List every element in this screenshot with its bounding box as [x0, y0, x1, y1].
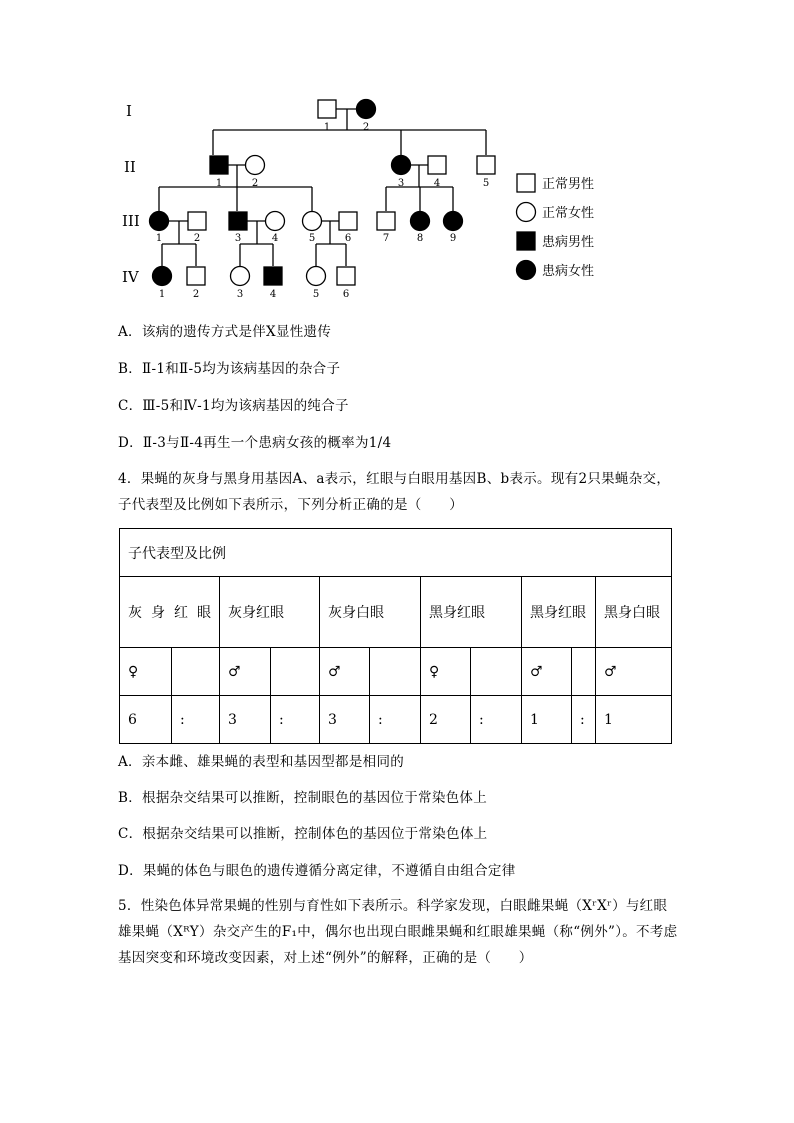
legend-affected-female-symbol	[517, 261, 536, 280]
individual-number: 6	[342, 289, 350, 300]
individual-number: 5	[308, 233, 316, 244]
table-header-cell: 灰身红眼	[220, 577, 320, 648]
sex-cell: ♂	[596, 648, 672, 696]
table-cell	[271, 648, 320, 696]
table-header-cell: 黑身红眼	[421, 577, 522, 648]
q3-option-b: B．Ⅱ-1和Ⅱ-5均为该病基因的杂合子	[118, 361, 341, 377]
individual-number: 3	[397, 178, 405, 189]
individual-number: 2	[192, 289, 200, 300]
individual-number: 2	[251, 178, 259, 189]
legend-affected-male-symbol	[517, 232, 535, 250]
normal-female-symbol	[231, 267, 250, 286]
table-header-cell: 黑身红眼	[522, 577, 596, 648]
normal-male-symbol	[188, 212, 206, 230]
generation-label: I	[126, 102, 132, 120]
ratio-cell: :	[572, 696, 596, 744]
normal-female-symbol	[266, 212, 285, 231]
offspring-phenotype-table	[119, 528, 672, 744]
individual-number: 4	[269, 289, 277, 300]
affected-male-symbol	[229, 212, 247, 230]
table-cell	[572, 648, 596, 696]
individual-number: 2	[362, 122, 370, 133]
ratio-cell: 2	[421, 696, 471, 744]
sex-cell: ♂	[320, 648, 370, 696]
normal-male-symbol	[377, 212, 395, 230]
individual-number: 6	[344, 233, 352, 244]
normal-male-symbol	[318, 100, 336, 118]
normal-male-symbol	[339, 212, 357, 230]
legend-normal-male-symbol	[517, 174, 535, 192]
ratio-cell: 6	[120, 696, 172, 744]
generation-label: IV	[122, 268, 139, 286]
individual-number: 5	[312, 289, 320, 300]
individual-number: 3	[236, 289, 244, 300]
q5-stem: 5．性染色体异常果蝇的性别与育性如下表所示。科学家发现，白眼雌果蝇（XʳXʳ）与红眼雄果蝇（XᴿY）杂交产生的F₁中，偶尔也出现白眼雌果蝇和红眼雄果蝇（称“例外”）。不考虑基因突变和环境改变因素，对上述“例外”的解释，正确的是（ ）	[118, 898, 678, 966]
individual-number: 1	[158, 289, 166, 300]
affected-female-symbol	[357, 100, 376, 119]
sex-cell: ♀	[120, 648, 172, 696]
table-header-cell: 灰身白眼	[320, 577, 421, 648]
table-header-cell: 灰身红眼	[120, 577, 220, 648]
legend-label: 正常女性	[542, 206, 595, 221]
affected-female-symbol	[444, 212, 463, 231]
individual-number: 9	[449, 233, 457, 244]
table-cell	[172, 648, 220, 696]
q4-option-c: C．根据杂交结果可以推断，控制体色的基因位于常染色体上	[118, 826, 488, 842]
sex-cell: ♂	[522, 648, 572, 696]
table-header-cell: 黑身白眼	[596, 577, 672, 648]
affected-female-symbol	[150, 212, 169, 231]
ratio-cell: 3	[220, 696, 271, 744]
q3-option-a: A．该病的遗传方式是伴X显性遗传	[118, 324, 332, 340]
legend-label: 患病女性	[542, 264, 595, 279]
generation-label: II	[124, 158, 136, 176]
ratio-cell: 1	[596, 696, 672, 744]
individual-number: 4	[271, 233, 279, 244]
affected-male-symbol	[210, 156, 228, 174]
individual-number: 1	[323, 122, 331, 133]
individual-number: 3	[234, 233, 242, 244]
normal-female-symbol	[246, 156, 265, 175]
ratio-cell: :	[271, 696, 320, 744]
ratio-cell: 3	[320, 696, 370, 744]
individual-number: 1	[155, 233, 163, 244]
normal-male-symbol	[337, 267, 355, 285]
ratio-cell: 1	[522, 696, 572, 744]
normal-male-symbol	[477, 156, 495, 174]
q3-option-c: C．Ⅲ-5和Ⅳ-1均为该病基因的纯合子	[118, 398, 349, 414]
affected-female-symbol	[411, 212, 430, 231]
table-cell	[370, 648, 421, 696]
normal-male-symbol	[428, 156, 446, 174]
q4-option-d: D．果蝇的体色与眼色的遗传遵循分离定律，不遵循自由组合定律	[118, 863, 516, 879]
individual-number: 8	[416, 233, 424, 244]
q4-option-b: B．根据杂交结果可以推断，控制眼色的基因位于常染色体上	[118, 790, 488, 806]
affected-female-symbol	[392, 156, 411, 175]
individual-number: 1	[215, 178, 223, 189]
q4-option-a: A．亲本雌、雄果蝇的表型和基因型都是相同的	[118, 754, 405, 770]
table-cell	[471, 648, 522, 696]
normal-male-symbol	[187, 267, 205, 285]
ratio-cell: :	[172, 696, 220, 744]
legend-label: 患病男性	[542, 235, 595, 250]
individual-number: 5	[482, 178, 490, 189]
normal-female-symbol	[307, 267, 326, 286]
sex-cell: ♂	[220, 648, 271, 696]
generation-label: III	[122, 212, 140, 230]
ratio-cell: :	[370, 696, 421, 744]
pedigree-legend	[517, 174, 536, 280]
normal-female-symbol	[303, 212, 322, 231]
individual-number: 2	[193, 233, 201, 244]
affected-male-symbol	[264, 267, 282, 285]
q3-option-d: D．Ⅱ-3与Ⅱ-4再生一个患病女孩的概率为1/4	[118, 435, 392, 451]
affected-female-symbol	[153, 267, 172, 286]
legend-normal-female-symbol	[517, 203, 536, 222]
ratio-cell: :	[471, 696, 522, 744]
legend-label: 正常男性	[542, 177, 595, 192]
individual-number: 7	[382, 233, 390, 244]
sex-cell: ♀	[421, 648, 471, 696]
pedigree-chart	[110, 90, 630, 310]
table-title: 子代表型及比例	[120, 529, 672, 577]
q4-stem: 4．果蝇的灰身与黑身用基因A、a表示，红眼与白眼用基因B、b表示。现有2只果蝇杂交，子代表型及比例如下表所示，下列分析正确的是（ ）	[118, 471, 671, 513]
individual-number: 4	[433, 178, 441, 189]
